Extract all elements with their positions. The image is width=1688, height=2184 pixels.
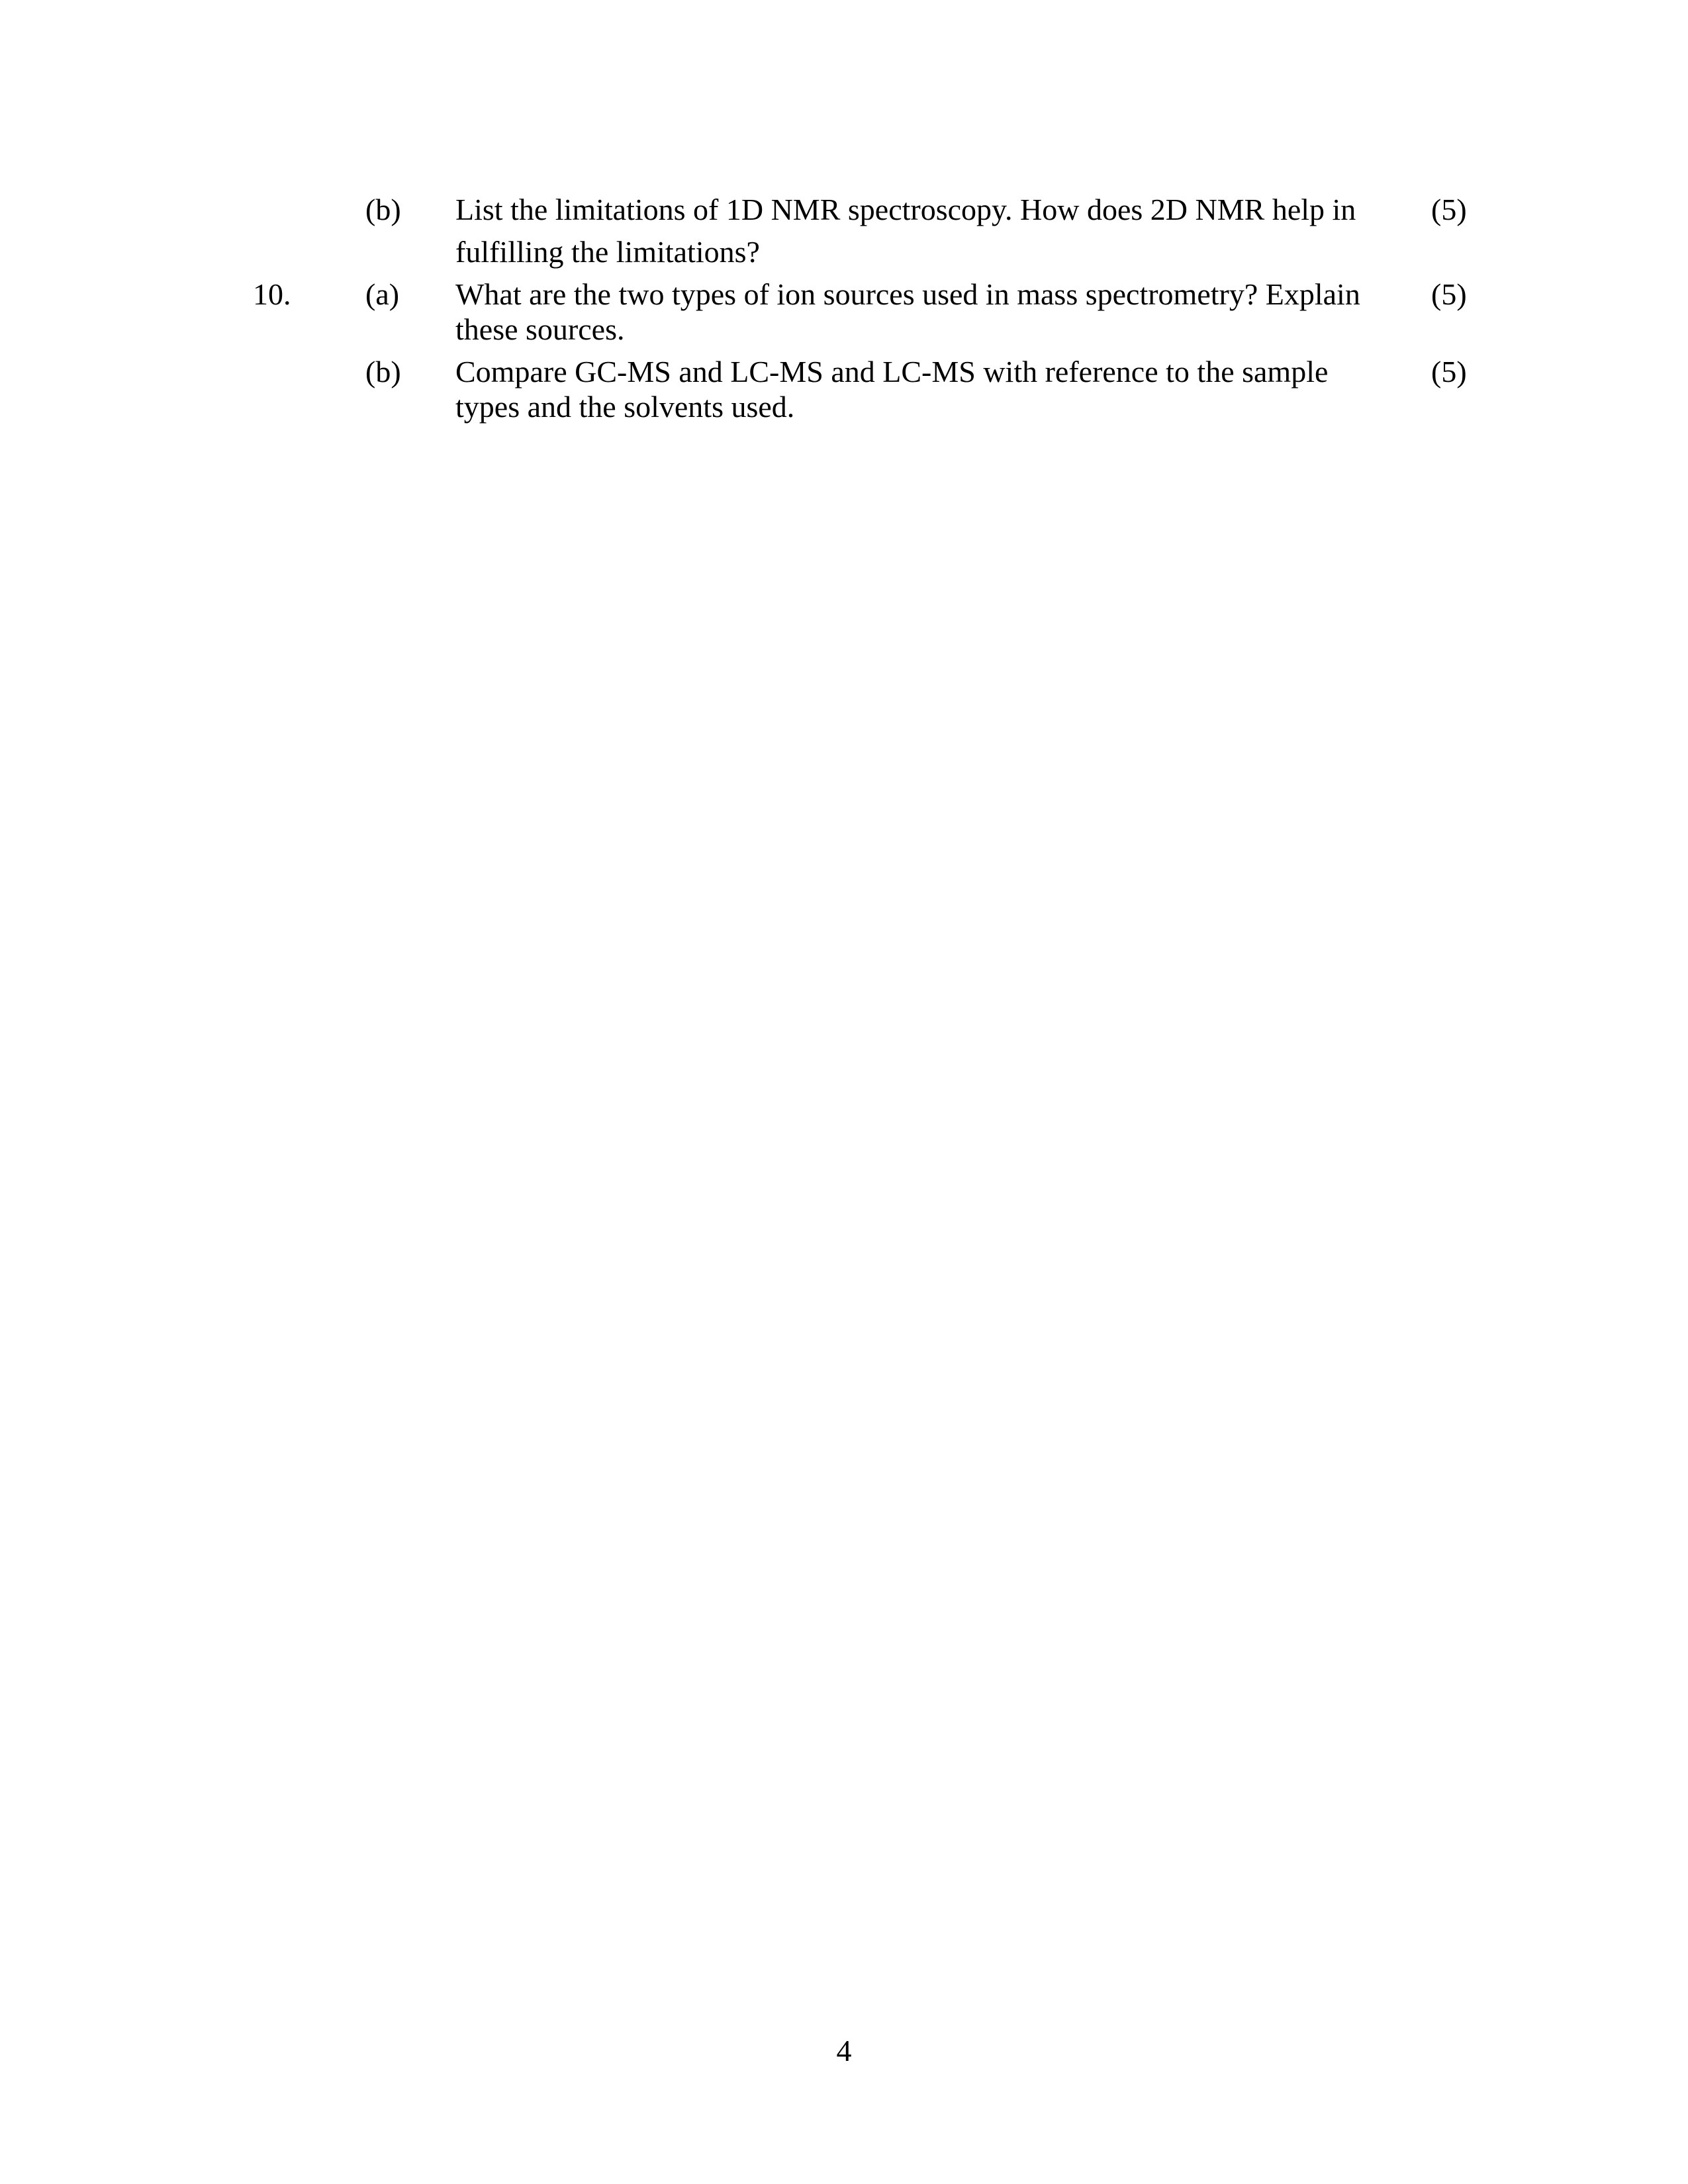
page-number: 4 (836, 2034, 852, 2068)
question-text-line: What are the two types of ion sources used in mass spectrometry? Explain (455, 277, 1360, 311)
question-part-label: (b) (365, 355, 401, 388)
question-text-line: fulfilling the limitations? (455, 235, 760, 269)
question-part-label: (a) (365, 277, 400, 311)
question-part-label: (b) (365, 193, 401, 226)
question-text (455, 192, 1369, 269)
question-number: 10. (253, 277, 291, 311)
question-text-line: types and the solvents used. (455, 390, 795, 424)
question-text-line: Compare GC-MS and LC-MS and LC-MS with reference to the sample (455, 355, 1329, 388)
question-text (455, 354, 1369, 424)
question-marks: (5) (1431, 193, 1467, 226)
question-text-line: these sources. (455, 312, 625, 346)
question-text (455, 277, 1369, 347)
question-marks: (5) (1431, 355, 1467, 388)
question-marks: (5) (1431, 277, 1467, 311)
question-text-line: List the limitations of 1D NMR spectroscopy. How does 2D NMR help in (455, 193, 1356, 226)
